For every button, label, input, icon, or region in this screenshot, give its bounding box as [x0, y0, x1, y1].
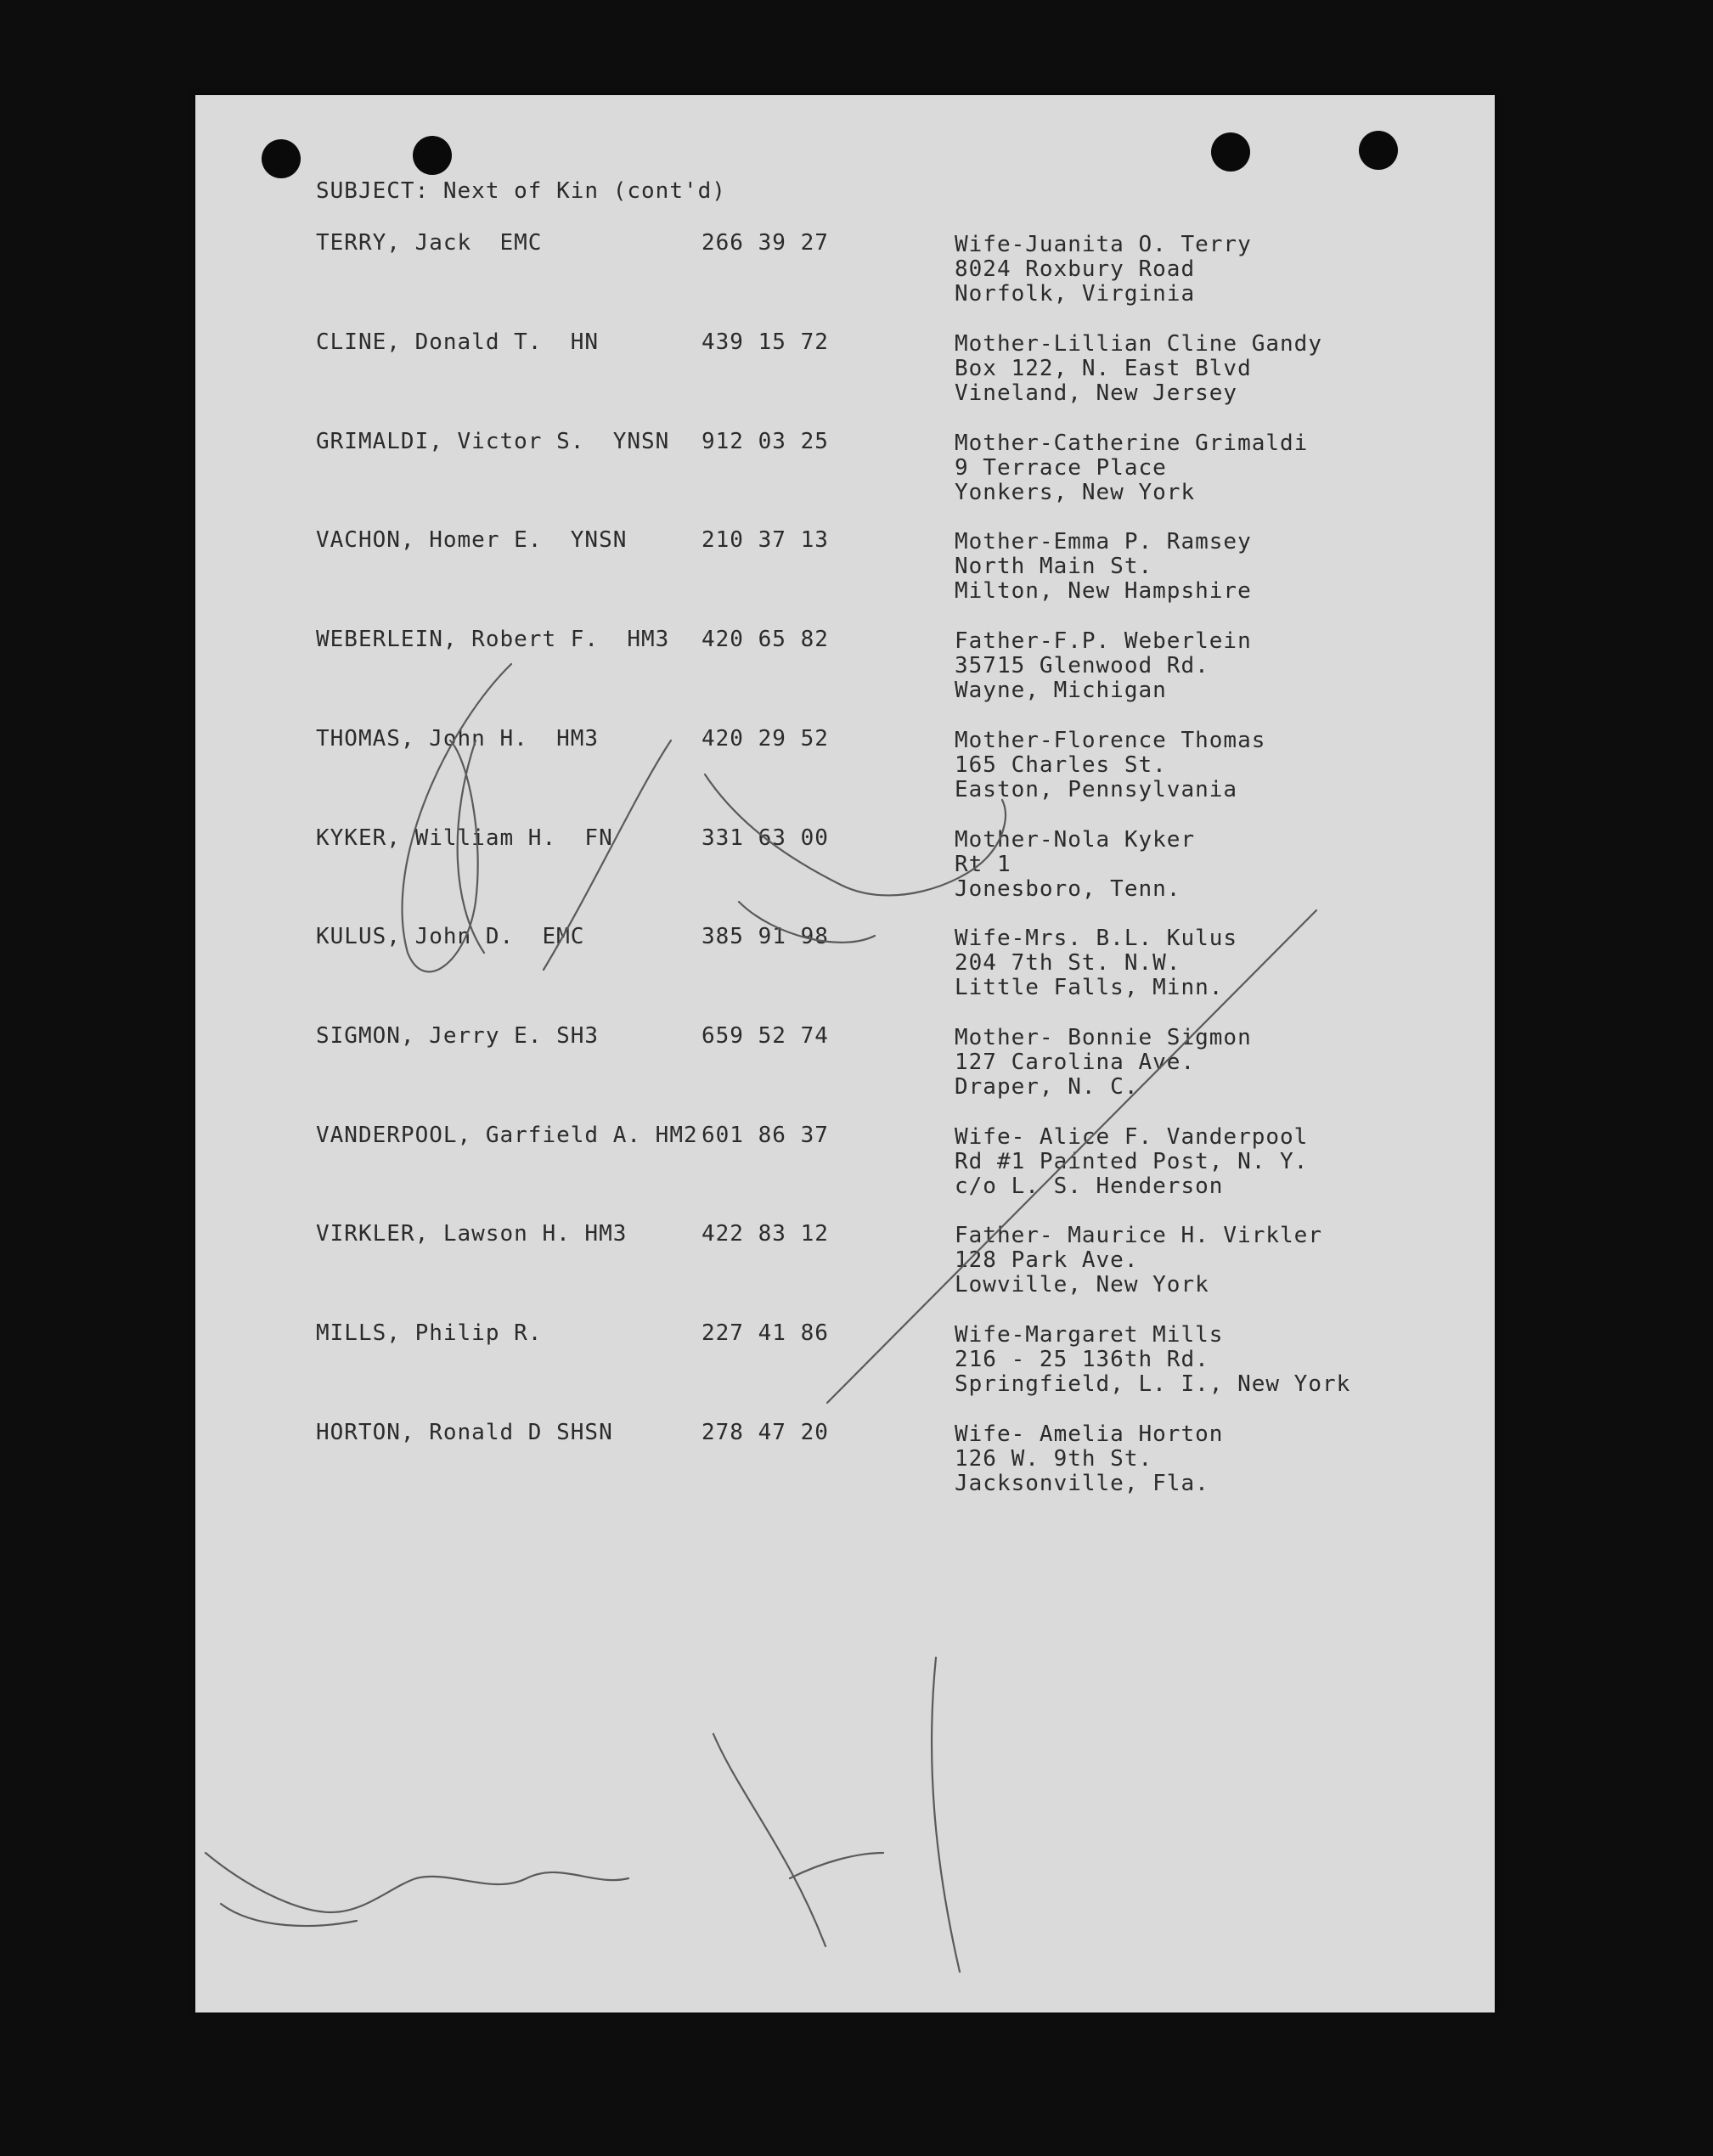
- list-item: [195, 826, 1495, 920]
- kin-street: 127 Carolina Ave.: [955, 1050, 1196, 1075]
- service-number: 659 52 74: [702, 1023, 829, 1049]
- service-number: 385 91 98: [702, 924, 829, 949]
- list-item: [195, 925, 1495, 1018]
- next-of-kin-block: [955, 1026, 1252, 1100]
- subject-line: SUBJECT: Next of Kin (cont'd): [316, 178, 726, 204]
- service-number: 912 03 25: [702, 429, 829, 454]
- list-item: [195, 727, 1495, 820]
- list-item: [195, 1123, 1495, 1217]
- kin-relation: Mother-Emma P. Ramsey: [955, 529, 1252, 554]
- kin-relation: Mother-Nola Kyker: [955, 827, 1196, 853]
- punch-hole: [1359, 131, 1398, 170]
- list-item: [195, 1222, 1495, 1315]
- kin-city: Milton, New Hampshire: [955, 578, 1252, 604]
- kin-street: 35715 Glenwood Rd.: [955, 653, 1209, 678]
- service-number: 266 39 27: [702, 230, 829, 256]
- kin-street: 204 7th St. N.W.: [955, 950, 1181, 976]
- kin-relation: Wife- Alice F. Vanderpool: [955, 1124, 1309, 1150]
- list-item: [195, 1421, 1495, 1514]
- next-of-kin-block: [955, 233, 1252, 307]
- kin-street: 165 Charles St.: [955, 752, 1167, 778]
- kin-city: Jonesboro, Tenn.: [955, 876, 1181, 902]
- kin-city: Wayne, Michigan: [955, 678, 1167, 703]
- kin-city: Little Falls, Minn.: [955, 975, 1224, 1000]
- service-number: 422 83 12: [702, 1221, 829, 1247]
- service-member-name: CLINE, Donald T. HN: [316, 329, 600, 355]
- kin-street: 216 - 25 136th Rd.: [955, 1347, 1209, 1372]
- list-item: [195, 430, 1495, 523]
- service-number: 278 47 20: [702, 1420, 829, 1445]
- kin-city: Jacksonville, Fla.: [955, 1471, 1209, 1496]
- service-member-name: GRIMALDI, Victor S. YNSN: [316, 429, 670, 454]
- service-member-name: SIGMON, Jerry E. SH3: [316, 1023, 600, 1049]
- kin-city: Lowville, New York: [955, 1272, 1209, 1298]
- service-member-name: VANDERPOOL, Garfield A. HM2: [316, 1123, 698, 1148]
- service-number: 227 41 86: [702, 1320, 829, 1346]
- service-member-name: KULUS, John D. EMC: [316, 924, 585, 949]
- next-of-kin-block: [955, 1422, 1223, 1496]
- list-item: [195, 1024, 1495, 1117]
- kin-city: Vineland, New Jersey: [955, 380, 1238, 406]
- kin-city: Yonkers, New York: [955, 480, 1196, 505]
- initial-mark: [932, 1658, 960, 1972]
- service-number: 439 15 72: [702, 329, 829, 355]
- kin-city: Easton, Pennsylvania: [955, 777, 1238, 802]
- list-item: [195, 628, 1495, 721]
- next-of-kin-block: [955, 530, 1252, 604]
- next-of-kin-block: [955, 1125, 1308, 1199]
- punch-hole: [1211, 132, 1250, 172]
- kin-relation: Mother- Bonnie Sigmon: [955, 1025, 1252, 1050]
- document-page: [195, 95, 1495, 2012]
- list-item: [195, 1321, 1495, 1415]
- service-number: 420 29 52: [702, 726, 829, 752]
- next-of-kin-block: [955, 1323, 1350, 1397]
- kin-relation: Mother-Florence Thomas: [955, 728, 1266, 753]
- service-number: 210 37 13: [702, 527, 829, 553]
- kin-street: 128 Park Ave.: [955, 1247, 1139, 1273]
- kin-street: Box 122, N. East Blvd: [955, 356, 1252, 381]
- kin-city: Draper, N. C.: [955, 1074, 1139, 1100]
- punch-hole: [262, 139, 301, 178]
- kin-relation: Wife-Margaret Mills: [955, 1322, 1224, 1348]
- next-of-kin-block: [955, 926, 1237, 1000]
- service-member-name: TERRY, Jack EMC: [316, 230, 543, 256]
- kin-street: Rd #1 Painted Post, N. Y.: [955, 1149, 1309, 1174]
- initial-mark: [713, 1734, 883, 1946]
- kin-relation: Wife- Amelia Horton: [955, 1421, 1224, 1447]
- service-member-name: MILLS, Philip R.: [316, 1320, 543, 1346]
- service-number: 420 65 82: [702, 627, 829, 652]
- kin-street: North Main St.: [955, 554, 1153, 579]
- service-member-name: VACHON, Homer E. YNSN: [316, 527, 628, 553]
- next-of-kin-block: [955, 332, 1322, 406]
- service-member-name: VIRKLER, Lawson H. HM3: [316, 1221, 628, 1247]
- kin-relation: Mother-Catherine Grimaldi: [955, 431, 1309, 456]
- list-item: [195, 330, 1495, 424]
- kin-street: 8024 Roxbury Road: [955, 256, 1196, 282]
- next-of-kin-block: [955, 1224, 1322, 1298]
- kin-city: Norfolk, Virginia: [955, 281, 1196, 307]
- next-of-kin-block: [955, 828, 1195, 902]
- service-member-name: HORTON, Ronald D SHSN: [316, 1420, 613, 1445]
- list-item: [195, 528, 1495, 622]
- kin-street: 9 Terrace Place: [955, 455, 1167, 481]
- next-of-kin-block: [955, 729, 1265, 802]
- service-number: 601 86 37: [702, 1123, 829, 1148]
- list-item: [195, 231, 1495, 324]
- kin-city: c/o L. S. Henderson: [955, 1174, 1224, 1199]
- kin-street: 126 W. 9th St.: [955, 1446, 1153, 1472]
- kin-relation: Father-F.P. Weberlein: [955, 628, 1252, 654]
- service-member-name: WEBERLEIN, Robert F. HM3: [316, 627, 670, 652]
- service-member-name: THOMAS, John H. HM3: [316, 726, 600, 752]
- signature-scribble: [206, 1853, 628, 1926]
- service-member-name: KYKER, William H. FN: [316, 825, 613, 851]
- kin-relation: Father- Maurice H. Virkler: [955, 1223, 1322, 1248]
- kin-relation: Mother-Lillian Cline Gandy: [955, 331, 1322, 357]
- punch-hole: [413, 136, 452, 175]
- kin-relation: Wife-Mrs. B.L. Kulus: [955, 926, 1238, 951]
- kin-city: Springfield, L. I., New York: [955, 1371, 1351, 1397]
- service-number: 331 63 00: [702, 825, 829, 851]
- next-of-kin-block: [955, 431, 1308, 505]
- kin-street: Rt 1: [955, 852, 1011, 877]
- kin-relation: Wife-Juanita O. Terry: [955, 232, 1252, 257]
- next-of-kin-block: [955, 629, 1252, 703]
